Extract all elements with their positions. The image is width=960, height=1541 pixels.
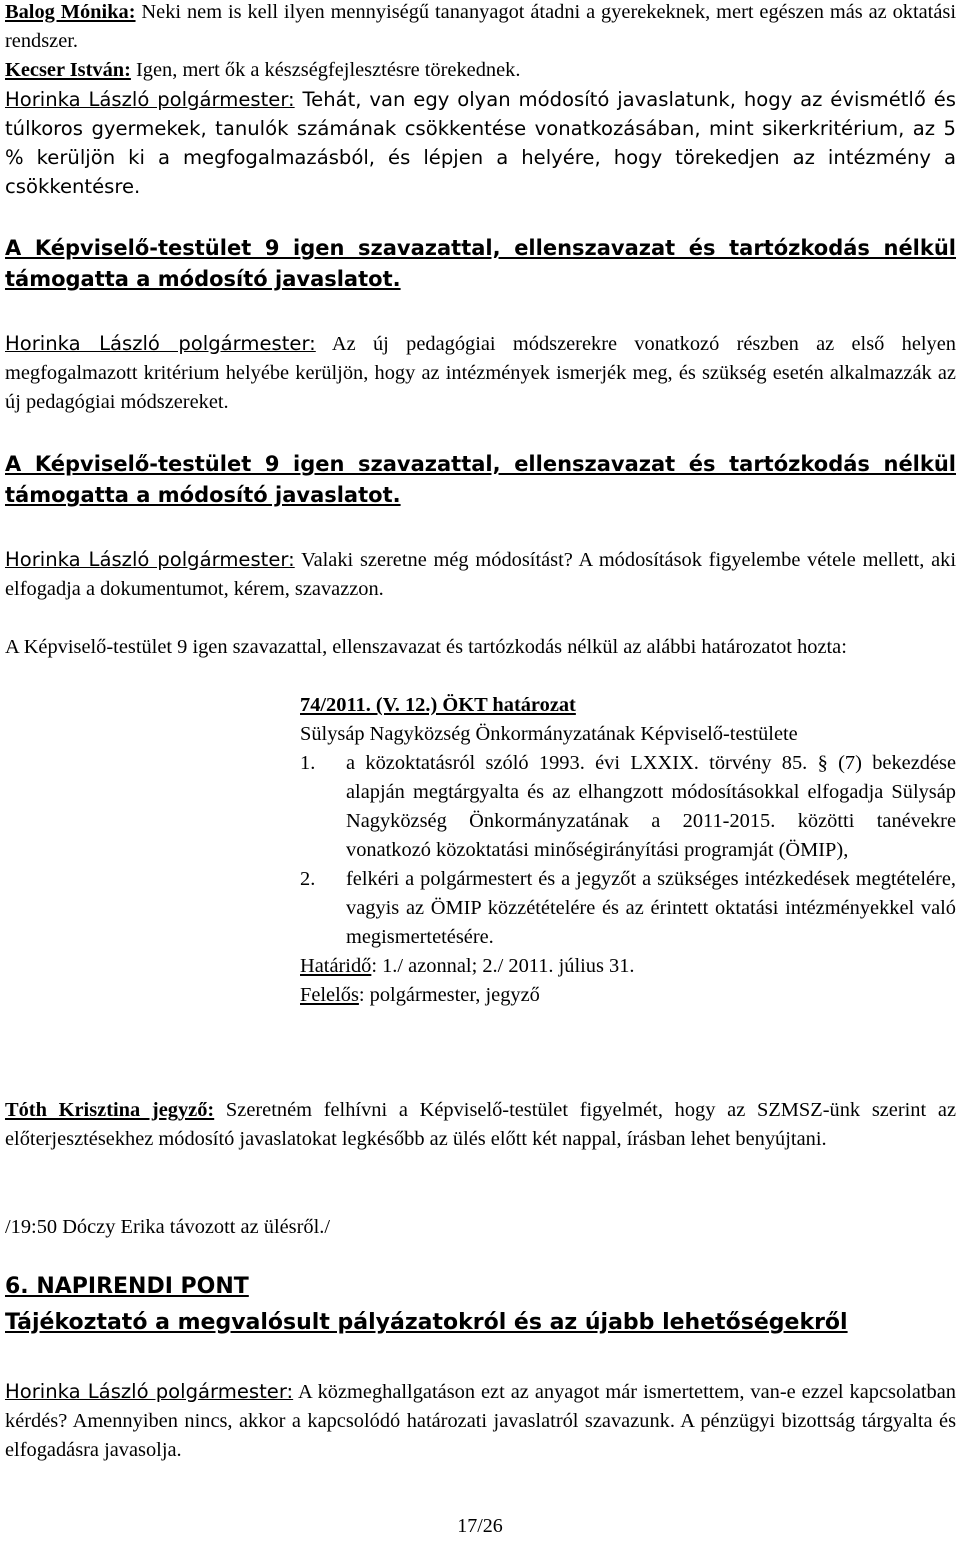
vote-result-1 [5, 233, 956, 295]
resolution-title: 74/2011. (V. 12.) ÖKT határozat [300, 694, 576, 716]
page-number: 17/26 [457, 1515, 503, 1537]
deadline-value: : 1./ azonnal; 2./ 2011. július 31. [371, 955, 635, 977]
resolution-deadline [300, 952, 956, 981]
speaker-name: Horinka László polgármester: [5, 548, 295, 571]
speech-text: Tehát, van egy olyan módosító javaslatunk, hogy az évismétlő és túlkoros gyermekek, tanulók számának csökkentése vonatkozásában, mint sikerkritérium, az 5 % kerüljön ki a megfogalmazásból, és lépjen a helyére, hogy törekedjen az intézmény a csökkentésre. [5, 88, 956, 198]
speaker-name: Horinka László polgármester: [5, 1380, 294, 1403]
paragraph-horinka-3 [5, 545, 956, 604]
speaker-name: Balog Mónika: [5, 1, 136, 23]
paragraph-balog [5, 0, 956, 56]
speaker-name: Kecser István: [5, 59, 131, 81]
speech-text: Szeretném felhívni a Képviselő-testület figyelmét, hogy az SZMSZ-ünk szerint az előterjesztésekhez módosító javaslatokat legkésőbb az ülés előtt két nappal, írásban lehet benyújtani. [5, 1099, 956, 1150]
speech-text: Neki nem is kell ilyen mennyiségű tananyagot átadni a gyerekeknek, mert egészen más az oktatási rendszer. [5, 1, 957, 52]
paragraph-horinka-1 [5, 85, 956, 201]
item-number: 2. [300, 868, 316, 890]
paragraph-horinka-4 [5, 1377, 956, 1465]
speech-text: A közmeghallgatáson ezt az anyagot már ismertettem, van-e ezzel kapcsolatban kérdés? Amennyiben nincs, akkor a kapcsolódó határozati javaslatról szavazunk. A pénzügyi bizottság tárgyalta és elfogadásra javasolja. [5, 1381, 956, 1461]
responsible-label: Felelős [300, 984, 359, 1006]
item-text: a közoktatásról szóló 1993. évi LXXIX. törvény 85. § (7) bekezdése alapján megtárgyalta és az elhangzott módosításokkal elfogadja Sülysáp Nagyközség Önkormányzatának a 2011-2015. közötti tanévekre vonatkozó közoktatási minőségirányítási programját (ÖMIP), [346, 752, 956, 861]
speaker-name: Horinka László polgármester: [5, 88, 295, 111]
resolution-body: Sülysáp Nagyközség Önkormányzatának Képviselő-testülete [300, 723, 798, 745]
speech-text: Igen, mert ők a készségfejlesztésre törekednek. [130, 59, 521, 81]
paragraph-kecser [5, 56, 956, 85]
speaker-name: Horinka László polgármester: [5, 332, 316, 355]
decision-intro-text: A Képviselő-testület 9 igen szavazattal, ellenszavazat és tartózkodás nélkül az alábbi határozatot hozta: [5, 636, 847, 658]
responsible-value: : polgármester, jegyző [358, 984, 540, 1006]
deadline-label: Határidő [300, 955, 372, 977]
item-number: 1. [300, 752, 316, 774]
speech-text: Valaki szeretne még módosítást? A módosítások figyelembe vétele mellett, aki elfogadja a dokumentumot, kérem, szavazzon. [5, 549, 956, 600]
resolution-item-1 [300, 749, 956, 865]
resolution-block [300, 691, 956, 1010]
vote-text: A Képviselő-testület 9 igen szavazattal, ellenszavazat és tartózkodás nélkül támogatta a módosító javaslatot. [5, 452, 956, 507]
resolution-responsible [300, 981, 956, 1010]
agenda-title: Tájékoztató a megvalósult pályázatokról és az újabb lehetőségekről [5, 1310, 848, 1335]
vote-result-2 [5, 449, 956, 511]
item-text: felkéri a polgármestert és a jegyzőt a szükséges intézkedések megtételére, vagyis az ÖMIP közzétételére és az érintett oktatási intézményekkel való megismertetésére. [346, 868, 956, 948]
decision-intro [5, 633, 956, 662]
agenda-number: 6. NAPIRENDI PONT [5, 1274, 249, 1299]
speaker-name: Tóth Krisztina jegyző: [5, 1099, 215, 1121]
vote-text: A Képviselő-testület 9 igen szavazattal, ellenszavazat és tartózkodás nélkül támogatta a módosító javaslatot. [5, 236, 956, 291]
speech-text: Az új pedagógiai módszerekre vonatkozó részben az első helyen megfogalmazott kritérium helyébe kerüljön, hogy az intézmények ismerjék meg, és szükség esetén alkalmazzák az új pedagógiai módszereket. [5, 333, 956, 413]
resolution-item-2 [300, 865, 956, 952]
note-text: /19:50 Dóczy Erika távozott az ülésről./ [5, 1216, 331, 1238]
agenda-heading [5, 1271, 956, 1338]
note-line [5, 1213, 956, 1242]
paragraph-horinka-2 [5, 329, 956, 417]
paragraph-toth [5, 1096, 956, 1154]
